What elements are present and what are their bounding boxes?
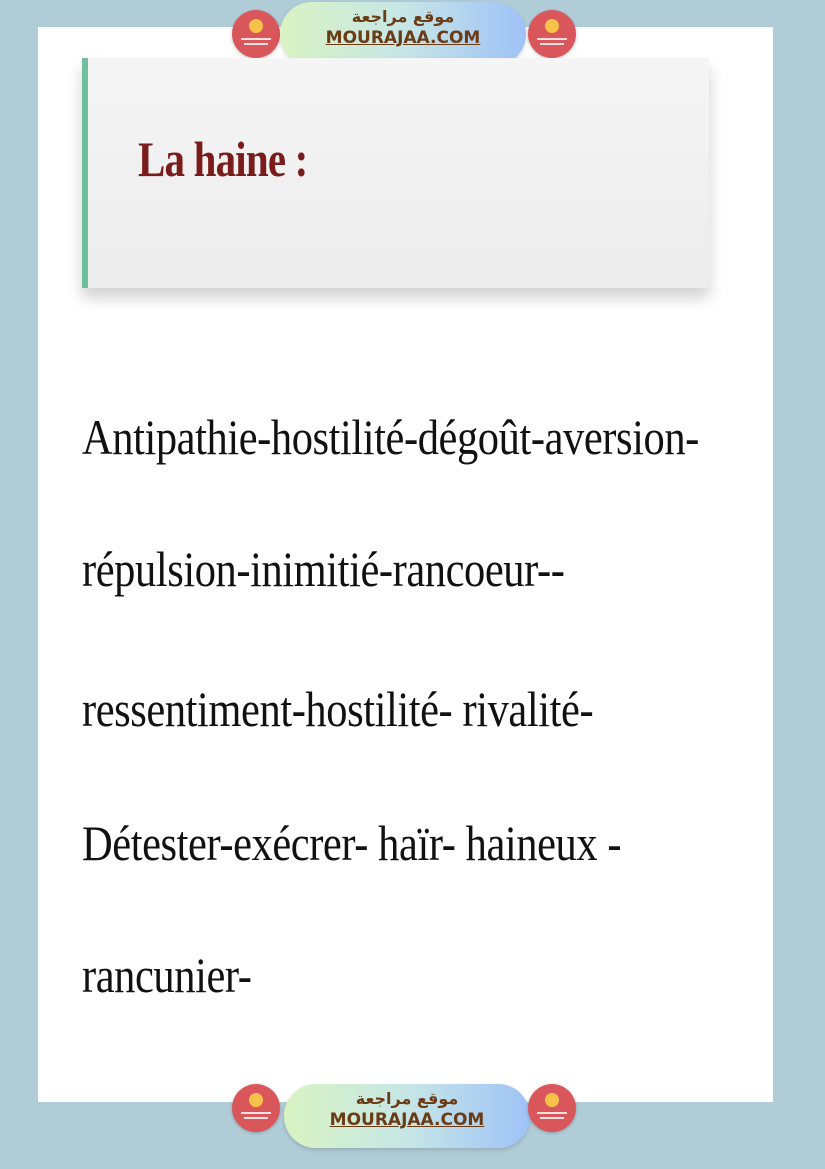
text-line: répulsion-inimitié-rancoeur-- (82, 541, 565, 597)
site-logo-icon[interactable] (528, 10, 576, 58)
site-logo-icon[interactable] (232, 1084, 280, 1132)
site-banner-top[interactable] (280, 2, 526, 66)
text-line: Antipathie-hostilité-dégoût-aversion- (82, 409, 699, 465)
banner-arabic-text: موقع مراجعة (351, 7, 455, 26)
banner-arabic-text: موقع مراجعة (355, 1089, 459, 1108)
site-logo-icon[interactable] (528, 1084, 576, 1132)
site-logo-icon[interactable] (232, 10, 280, 58)
banner-site-link[interactable]: MOURAJAA.COM (325, 28, 481, 48)
site-banner-bottom[interactable] (284, 1084, 530, 1148)
heading-box (82, 58, 709, 288)
text-line: ressentiment-hostilité- rivalité- (82, 681, 594, 737)
banner-site-link[interactable]: MOURAJAA.COM (329, 1110, 485, 1130)
text-line: Détester-exécrer- haïr- haineux - (82, 815, 622, 871)
text-line: rancunier- (82, 947, 252, 1003)
page-title: La haine : (138, 131, 308, 187)
